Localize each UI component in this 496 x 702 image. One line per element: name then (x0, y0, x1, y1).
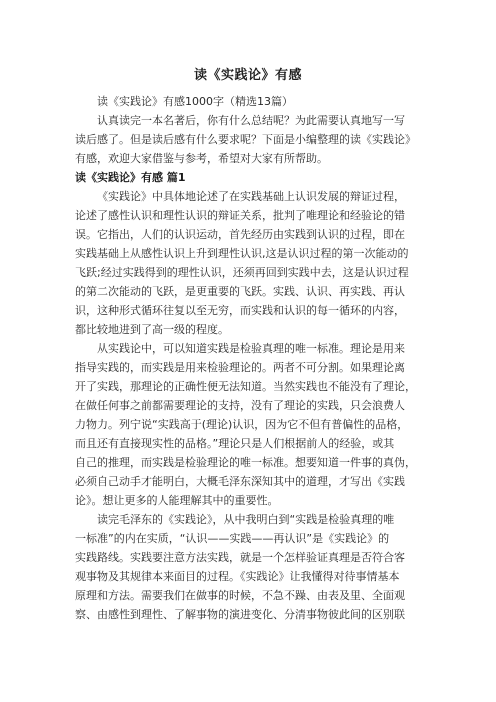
text-line: 飞跃;经过实践得到的理性认识，还须再回到实践中去，这是认识过程 (75, 266, 409, 279)
text-line: 察、由感性到理性、了解事物的演进变化、分清事物彼此间的区别联 (75, 608, 405, 621)
text-line: 识，这种形式循环往复以至无穷，而实践和认识的每一循环的内容， (75, 304, 405, 317)
text-line: 读完毛泽东的《实践论》，从中我明白到“实践是检验真理的唯 (97, 513, 395, 526)
intro-paragraph (75, 111, 423, 168)
section-heading: 读《实践论》有感 篇1 (75, 171, 186, 184)
text-line: 误。它指出，人们的认识运动，首先经历由实践到认识的过程，即在 (75, 228, 405, 241)
document-title: 读《实践论》有感 (193, 68, 302, 83)
text-line: 论述了感性认识和理性认识的辩证关系，批判了唯理论和经验论的错 (75, 209, 405, 222)
text-line: 在做任何事之前都需要理论的支持，没有了理论的实践，只会浪费人 (75, 399, 405, 412)
text-line: 实践路线。实践要注意方法实践，就是一个怎样验证真理是否符合客 (75, 551, 405, 564)
text-line: 都比较地进到了高一级的程度。 (75, 323, 229, 336)
text-line: 论》。想让更多的人能理解其中的重要性。 (75, 494, 279, 507)
text-line: 力物力。列宁说“实践高于(理论)认识，因为它不但有普偏性的品格， (75, 418, 409, 431)
text-line: 实践基础上从感性认识上升到理性认识,这是认识过程的第一次能动的 (75, 247, 409, 260)
text-line: 而且还有直接现实性的品格。”理论只是人们根据前人的经验，或其 (75, 437, 395, 450)
text-line: 观事物及其规律本来面目的过程。《实践论》让我懂得对待事情基本 (75, 570, 400, 583)
text-line: 指导实践的，而实践是用来检验理论的。两者不可分割。如果理论离 (75, 361, 405, 374)
text-line: 的第二次能动的飞跃，是更重要的飞跃。实践、认识、再实践、再认 (75, 285, 405, 298)
text-line: 开了实践，那理论的正确性便无法知道。当然实践也不能没有了理论， (75, 380, 416, 393)
paragraph-2 (75, 339, 423, 510)
text-line: 一标准”的内在实质，“认识——实践——再认识”是《实践论》的 (75, 532, 390, 545)
text-line: 原理和方法。需要我们在做事的时候，不急不躁、由表及里、全面观 (75, 589, 405, 602)
text-line: 自己的推理，而实践是检验理论的唯一标准。想要知道一件事的真伪， (75, 456, 416, 469)
text-line: 有感，欢迎大家借鉴与参考，希望对大家有所帮助。 (75, 152, 328, 165)
text-line: 读后感了。但是读后感有什么要求呢？下面是小编整理的读《实践论》 (75, 133, 416, 146)
text-line: 《实践论》中具体地论述了在实践基础上认识发展的辩证过程， (97, 190, 405, 203)
document-body (75, 92, 423, 624)
text-line: 必须自己动手才能明白，大概毛泽东深知其中的道理，才写出《实践 (75, 475, 405, 488)
text-line: 从实践论中，可以知道实践是检验真理的唯一标准。理论是用来 (97, 342, 405, 355)
paragraph-3 (75, 510, 423, 624)
text-line: 认真读完一本名著后，你有什么总结呢？为此需要认真地写一写 (97, 114, 405, 127)
document-subtitle: 读《实践论》有感1000字（精选13篇） (97, 95, 293, 108)
paragraph-1 (75, 187, 423, 339)
